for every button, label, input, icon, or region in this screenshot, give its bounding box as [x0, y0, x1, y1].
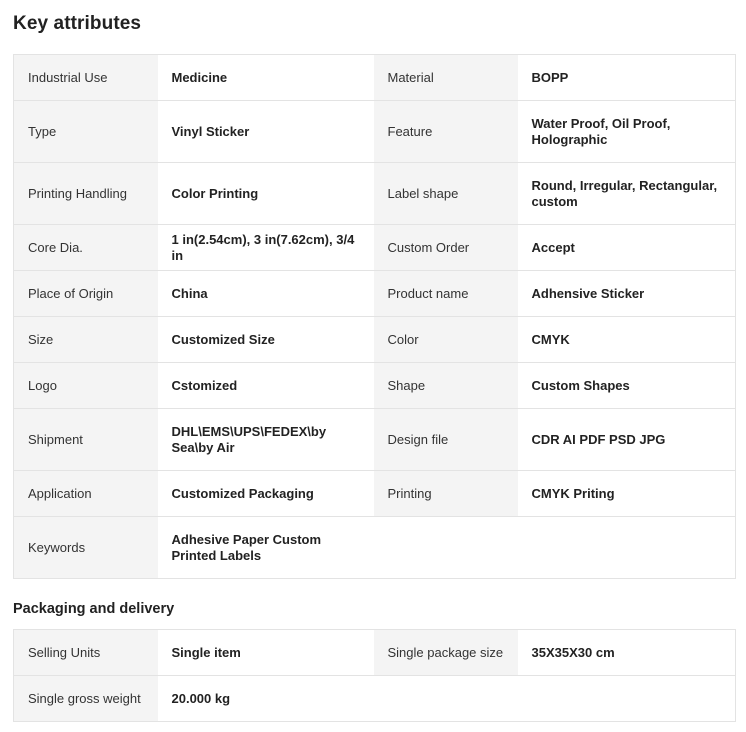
table-row — [14, 363, 736, 409]
table-row — [14, 225, 736, 271]
attr-value: China — [158, 271, 374, 317]
attr-key: Place of Origin — [14, 271, 158, 317]
attr-value: Single item — [158, 630, 374, 676]
attr-value: Vinyl Sticker — [158, 101, 374, 163]
table-row — [14, 55, 736, 101]
attr-value: Adhensive Sticker — [518, 271, 736, 317]
attr-key: Printing — [374, 471, 518, 517]
attr-value: Cstomized — [158, 363, 374, 409]
attr-key: Keywords — [14, 517, 158, 579]
attr-key: Design file — [374, 409, 518, 471]
attr-value: Round, Irregular, Rectangular, custom — [518, 163, 736, 225]
attr-key: Product name — [374, 271, 518, 317]
attr-value: Adhesive Paper Custom Printed Labels — [158, 517, 374, 579]
attr-key: Label shape — [374, 163, 518, 225]
attr-value — [518, 517, 736, 579]
attr-value: CMYK — [518, 317, 736, 363]
attr-value: Water Proof, Oil Proof, Holographic — [518, 101, 736, 163]
attr-key: Shape — [374, 363, 518, 409]
attr-key: Material — [374, 55, 518, 101]
attr-key: Feature — [374, 101, 518, 163]
attr-key — [374, 676, 518, 722]
attr-value: DHL\EMS\UPS\FEDEX\by Sea\by Air — [158, 409, 374, 471]
attr-value: Accept — [518, 225, 736, 271]
attr-value: CDR AI PDF PSD JPG — [518, 409, 736, 471]
attr-key: Color — [374, 317, 518, 363]
attr-value: Customized Packaging — [158, 471, 374, 517]
attr-key: Application — [14, 471, 158, 517]
attr-key: Logo — [14, 363, 158, 409]
attr-value: 20.000 kg — [158, 676, 374, 722]
attr-value: 1 in(2.54cm), 3 in(7.62cm), 3/4 in — [158, 225, 374, 271]
attr-value: BOPP — [518, 55, 736, 101]
attr-key: Size — [14, 317, 158, 363]
attr-value — [518, 676, 736, 722]
table-row — [14, 163, 736, 225]
attr-key: Single package size — [374, 630, 518, 676]
attr-key: Type — [14, 101, 158, 163]
table-row — [14, 101, 736, 163]
attr-value: Customized Size — [158, 317, 374, 363]
attr-value: Color Printing — [158, 163, 374, 225]
table-row — [14, 271, 736, 317]
key-attributes-table — [13, 54, 736, 579]
attr-key: Core Dia. — [14, 225, 158, 271]
key-attributes-title: Key attributes — [13, 13, 142, 34]
attr-key — [374, 517, 518, 579]
table-row — [14, 471, 736, 517]
table-row — [14, 517, 736, 579]
attr-value: 35X35X30 cm — [518, 630, 736, 676]
packaging-delivery-title: Packaging and delivery — [13, 601, 175, 617]
attr-key: Printing Handling — [14, 163, 158, 225]
attr-key: Industrial Use — [14, 55, 158, 101]
attr-key: Single gross weight — [14, 676, 158, 722]
table-row — [14, 317, 736, 363]
attr-value: Custom Shapes — [518, 363, 736, 409]
table-row — [14, 409, 736, 471]
attr-key: Custom Order — [374, 225, 518, 271]
attr-value: Medicine — [158, 55, 374, 101]
packaging-delivery-table — [13, 629, 736, 722]
attr-key: Shipment — [14, 409, 158, 471]
table-row — [14, 630, 736, 676]
table-row — [14, 676, 736, 722]
attr-value: CMYK Priting — [518, 471, 736, 517]
attr-key: Selling Units — [14, 630, 158, 676]
